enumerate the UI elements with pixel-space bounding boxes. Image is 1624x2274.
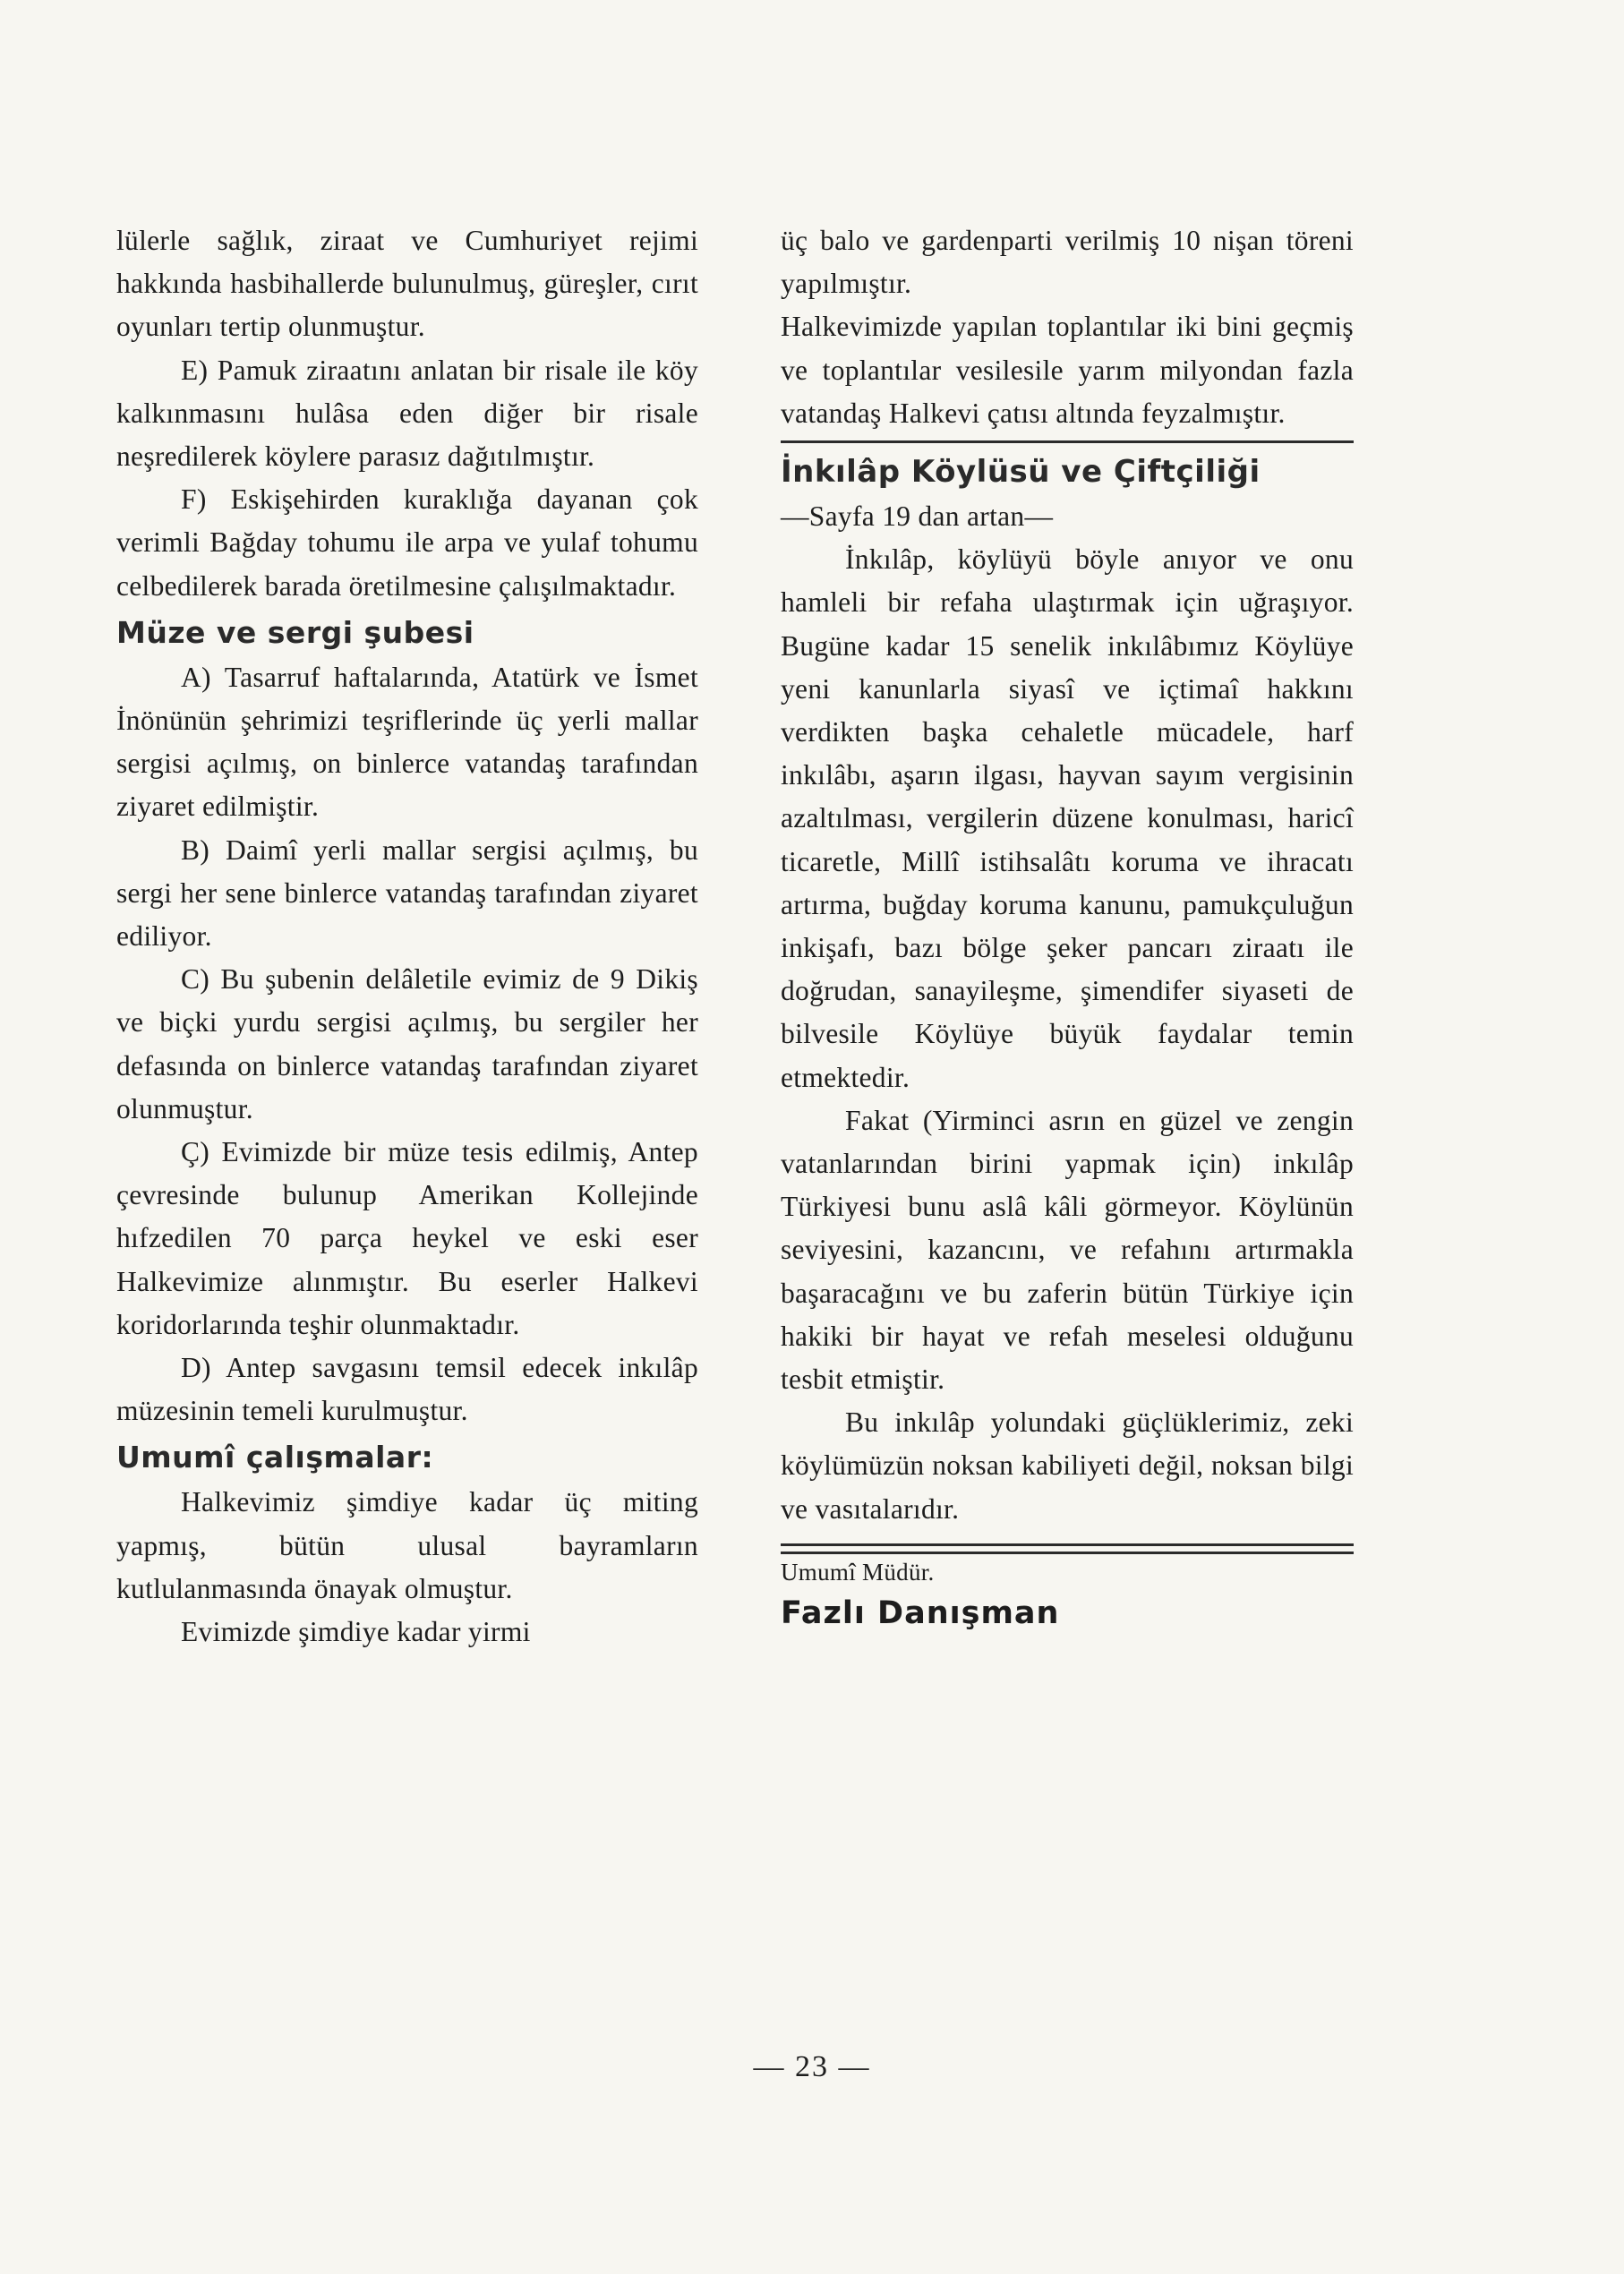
- article-heading: İnkılâp Köylüsü ve Çiftçiliği: [781, 454, 1261, 491]
- item-f-paragraph: F) Eskişehirden kuraklığa dayanan çok verimli Bağday tohumu ile arpa ve yulaf tohumu celbedilerek barada öretilmesine çalışılmaktadır.: [116, 483, 698, 602]
- section-divider: [781, 440, 1354, 443]
- item-e-paragraph: E) Pamuk ziraatını anlatan bir risale ile köy kalkınmasını hulâsa eden diğer bir risale neşredilerek köylere parasız dağıtılmıştır.: [116, 354, 698, 473]
- left-column: [116, 219, 698, 1654]
- signature-name: Fazlı Danışman: [781, 1594, 1060, 1631]
- general-paragraph-2: Evimizde şimdiye kadar yirmi: [181, 1616, 531, 1648]
- signature-divider: [781, 1543, 1354, 1554]
- meetings-paragraph: Halkevimizde yapılan toplantılar iki bini geçmiş ve toplantılar vesilesile yarım milyondan fazla vatandaş Halkevi çatısı altında feyzalmıştır.: [781, 311, 1354, 429]
- article-paragraph-2: Fakat (Yirminci asrın en güzel ve zengin vatanlarından birini yapmak için) inkılâp Türkiyesi bunu aslâ kâli görmeyor. Köylünün seviyesini, kazancını, ve refahını artırmakla başaracağını ve bu zaferin bütün Türkiye için hakiki bir hayat ve refah meselesi olduğunu tesbit etmiştir.: [781, 1104, 1354, 1396]
- museum-section-heading: Müze ve sergi şubesi: [116, 614, 474, 650]
- item-d-paragraph: D) Antep savgasını temsil edecek inkılâp müzesinin temeli kurulmuştur.: [116, 1352, 698, 1427]
- general-paragraph-1: Halkevimiz şimdiye kadar üç miting yapmış, bütün ulusal bayramların kutlulanmasında önayak olmuştur.: [116, 1486, 698, 1604]
- page-number: — 23 —: [753, 2050, 871, 2083]
- article-continued-note: —Sayfa 19 dan artan—: [781, 500, 1054, 533]
- continuation-paragraph: üç balo ve gardenparti verilmiş 10 nişan töreni yapılmıştır.: [781, 225, 1354, 300]
- item-cc-paragraph: Ç) Evimizde bir müze tesis edilmiş, Antep çevresinde bulunup Amerikan Kollejinde hıfzedilen 70 parça heykel ve eski eser Halkevimize alınmıştır. Bu eserler Halkevi koridorlarında teşhir olunmaktadır.: [116, 1136, 698, 1340]
- general-section-heading: Umumî çalışmalar:: [116, 1440, 434, 1475]
- item-b-paragraph: B) Daimî yerli mallar sergisi açılmış, bu sergi her sene binlerce vatandaş tarafından ziyaret ediliyor.: [116, 834, 698, 953]
- right-column: [781, 219, 1354, 1637]
- item-c-paragraph: C) Bu şubenin delâletile evimiz de 9 Dikiş ve biçki yurdu sergisi açılmış, bu sergiler her defasında on binlerce vatandaş tarafından ziyaret olunmuştur.: [116, 963, 698, 1124]
- intro-paragraph: lülerle sağlık, ziraat ve Cumhuriyet rejimi hakkında hasbihallerde bulunulmuş, güreşler, cırıt oyunları tertip olunmuştur.: [116, 225, 698, 343]
- signature-title: Umumî Müdür.: [781, 1558, 935, 1586]
- item-a-paragraph: A) Tasarruf haftalarında, Atatürk ve İsmet İnönünün şehrimizi teşriflerinde üç yerli mallar sergisi açılmış, on binlerce vatandaş tarafından ziyaret edilmiştir.: [116, 661, 698, 823]
- article-paragraph-1: İnkılâp, köylüyü böyle anıyor ve onu hamleli bir refaha ulaştırmak için uğraşıyor. Bugüne kadar 15 senelik inkılâbımız Köylüye yeni kanunlarla siyasî ve içtimaî hakkını verdikten başka cehaletle mücadele, harf inkılâbı, aşarın ilgası, hayvan sayım vergisinin azaltılması, vergilerin düzene konulması, haricî ticaretle, Millî istihsalâtı koruma ve ihracatı artırma, buğday koruma kanunu, pamukçuluğun inkişafı, bazı bölge şeker pancarı ziraatı ile doğrudan, sanayileşme, şimendifer siyaseti de bilvesile Köylüye büyük faydalar temin etmektedir.: [781, 543, 1354, 1093]
- article-paragraph-3: Bu inkılâp yolundaki güçlüklerimiz, zeki köylümüzün noksan kabiliyeti değil, noksan bilgi ve vasıtalarıdır.: [781, 1406, 1354, 1525]
